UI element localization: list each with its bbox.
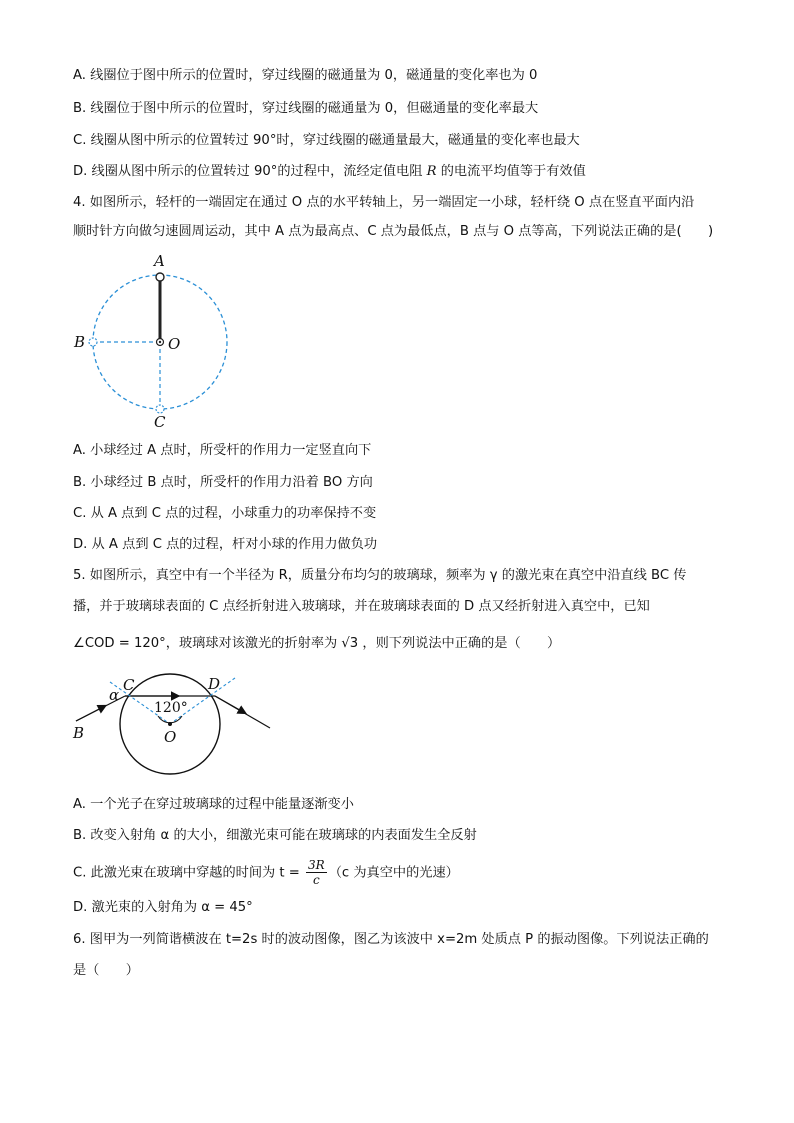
q4-label-b: B xyxy=(74,333,86,351)
q4-label-o: O xyxy=(168,335,181,353)
q4-stem-line1: 4. 如图所示，轻杆的一端固定在通过 O 点的水平转轴上，另一端固定一小球，轻杆绕 O 点在竖直平面内沿 xyxy=(73,195,695,210)
q4-figure-circle-rod xyxy=(70,250,240,430)
q5-option-a: A. 一个光子在穿过玻璃球的过程中能量逐渐变小 xyxy=(73,797,354,812)
q5-label-o: O xyxy=(164,728,177,746)
q4-option-b: B. 小球经过 B 点时，所受杆的作用力沿着 BO 方向 xyxy=(73,475,373,490)
q5-label-d: D xyxy=(208,675,221,693)
q4-option-c: C. 从 A 点到 C 点的过程，小球重力的功率保持不变 xyxy=(73,506,377,521)
q5-option-c-pre: C. 此激光束在玻璃中穿越的时间为 t = xyxy=(73,865,305,881)
q4-option-d: D. 从 A 点到 C 点的过程，杆对小球的作用力做负功 xyxy=(73,537,378,552)
q6-stem-line1: 6. 图甲为一列简谐横波在 t=2s 时的波动图像，图乙为该波中 x=2m 处质点 P 的振动图像。下列说法正确的 xyxy=(73,932,709,947)
q4-ball-a xyxy=(156,273,164,281)
q5-stem-line1: 5. 如图所示，真空中有一个半径为 R，质量分布均匀的玻璃球，频率为 γ 的激光束在真空中沿直线 BC 传 xyxy=(73,568,687,583)
q5-label-alpha: α xyxy=(109,686,120,704)
q5-fraction-denominator: c xyxy=(312,873,320,887)
q5-option-b: B. 改变入射角 α 的大小，细激光束可能在玻璃球的内表面发生全反射 xyxy=(73,828,477,843)
q3-option-d-pre: D. 线圈从图中所示的位置转过 90°的过程中，流经定值电阻 xyxy=(73,164,427,179)
q5-label-c: C xyxy=(123,676,135,694)
q5-fraction-numerator: 3R xyxy=(308,858,325,872)
q3-option-c: C. 线圈从图中所示的位置转过 90°时，穿过线圈的磁通量最大，磁通量的变化率也最大 xyxy=(73,133,580,148)
q3-option-a: A. 线圈位于图中所示的位置时，穿过线圈的磁通量为 0，磁通量的变化率也为 0 xyxy=(73,68,538,83)
q5-option-d: D. 激光束的入射角为 α = 45° xyxy=(73,900,253,915)
q5-center-o xyxy=(168,722,172,726)
q5-option-c-post: （c 为真空中的光速） xyxy=(328,865,459,881)
q3-option-d xyxy=(73,162,586,182)
q3-option-d-var: R xyxy=(426,164,437,179)
q5-option-c xyxy=(73,858,459,888)
q5-label-b: B xyxy=(73,724,85,742)
q4-ball-b xyxy=(89,338,97,346)
q5-label-angle: 120° xyxy=(154,700,188,716)
q4-label-c: C xyxy=(154,413,166,430)
q4-option-a: A. 小球经过 A 点时，所受杆的作用力一定竖直向下 xyxy=(73,443,372,458)
q3-option-b: B. 线圈位于图中所示的位置时，穿过线圈的磁通量为 0，但磁通量的变化率最大 xyxy=(73,101,539,116)
q5-angle-arc xyxy=(158,716,182,723)
q4-stem-line2: 顺时针方向做匀速圆周运动，其中 A 点为最高点、C 点为最低点，B 点与 O 点等高，下列说法正确的是( ) xyxy=(73,224,714,239)
q4-ball-c xyxy=(156,405,164,413)
q5-figure-glass-sphere xyxy=(70,668,285,783)
q5-stem-line3: ∠COD = 120°，玻璃球对该激光的折射率为 √3 ，则下列说法中正确的是（ ） xyxy=(73,636,561,651)
q4-label-a: A xyxy=(154,252,165,270)
q6-stem-line2: 是（ ） xyxy=(73,963,139,978)
q5-stem-line2: 播，并于玻璃球表面的 C 点经折射进入玻璃球，并在玻璃球表面的 D 点又经折射进入真空中，已知 xyxy=(73,599,650,614)
q3-option-d-post: 的电流平均值等于有效值 xyxy=(436,164,586,179)
q5-option-c-fraction xyxy=(306,858,327,887)
